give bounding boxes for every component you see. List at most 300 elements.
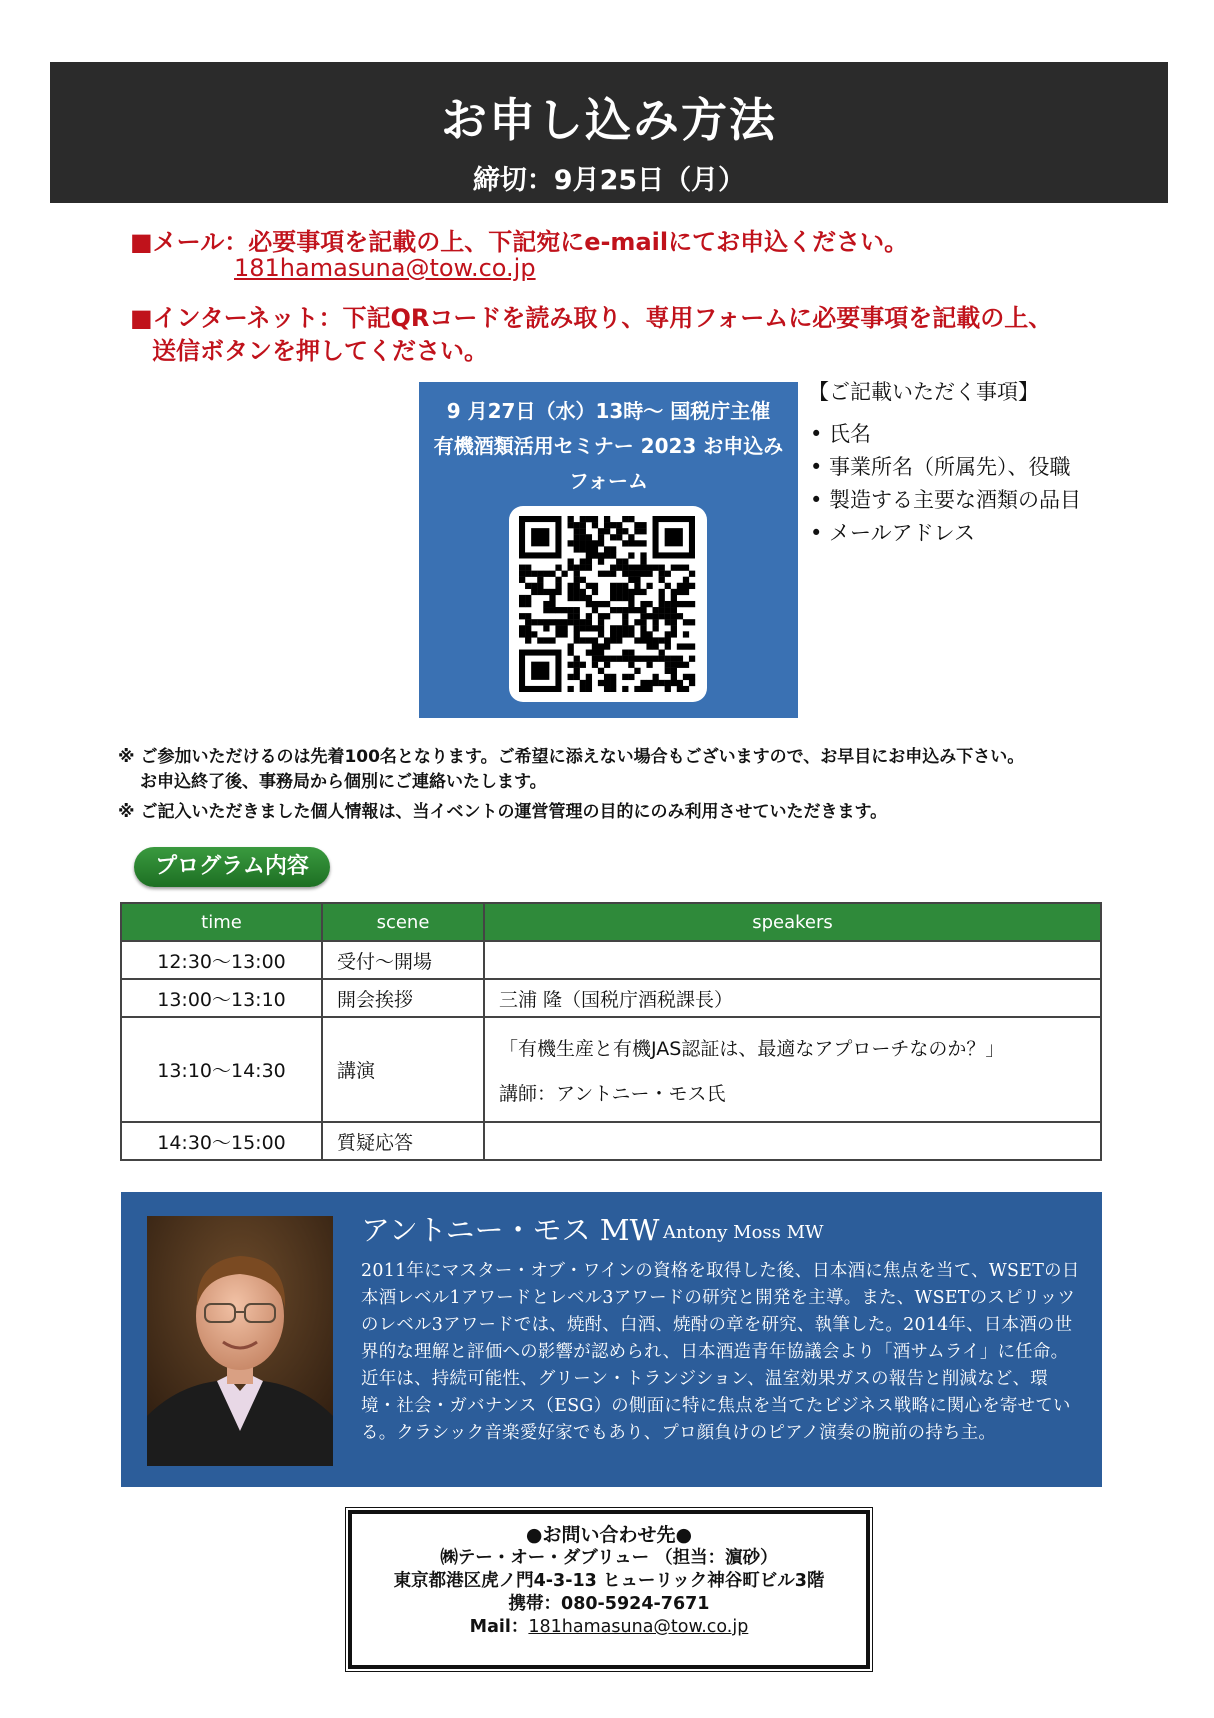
qr-code-icon bbox=[519, 516, 697, 692]
qr-module bbox=[659, 577, 665, 583]
qr-module bbox=[574, 613, 580, 619]
qr-module bbox=[610, 552, 616, 558]
qr-module bbox=[683, 674, 689, 680]
qr-module bbox=[519, 625, 525, 631]
qr-module bbox=[586, 601, 592, 607]
qr-module bbox=[549, 595, 555, 601]
qr-module bbox=[586, 558, 592, 564]
qr-module bbox=[568, 613, 574, 619]
qr-module bbox=[616, 528, 622, 534]
qr-module bbox=[568, 558, 574, 564]
qr-module bbox=[689, 601, 695, 607]
qr-module bbox=[586, 595, 592, 601]
contact-box bbox=[348, 1510, 870, 1669]
qr-module bbox=[628, 650, 634, 656]
qr-card-line3: フォーム bbox=[569, 469, 648, 493]
qr-module bbox=[665, 668, 671, 674]
qr-module bbox=[519, 613, 525, 619]
required-items-heading: 【ご記載いただく事項】 bbox=[808, 380, 1039, 404]
qr-module bbox=[622, 516, 628, 522]
qr-module bbox=[604, 613, 610, 619]
qr-module bbox=[628, 595, 634, 601]
qr-module bbox=[574, 595, 580, 601]
qr-module bbox=[634, 637, 640, 643]
qr-module bbox=[653, 656, 659, 662]
qr-finder bbox=[531, 528, 549, 546]
qr-module bbox=[592, 656, 598, 662]
qr-module bbox=[622, 619, 628, 625]
qr-module bbox=[549, 637, 555, 643]
table-header-row bbox=[121, 903, 1101, 941]
email-method-text: ■メール：必要事項を記載の上、下記宛にe-mailにてお申込ください。 bbox=[130, 228, 909, 256]
qr-module bbox=[537, 577, 543, 583]
cell-scene: 質疑応答 bbox=[322, 1122, 484, 1160]
qr-code[interactable] bbox=[509, 506, 707, 702]
qr-module bbox=[689, 619, 695, 625]
qr-module bbox=[574, 589, 580, 595]
qr-module bbox=[628, 571, 634, 577]
qr-module bbox=[646, 583, 652, 589]
qr-module bbox=[543, 589, 549, 595]
qr-module bbox=[671, 589, 677, 595]
qr-module bbox=[616, 625, 622, 631]
qr-finder bbox=[665, 528, 683, 546]
cell-scene: 開会挨拶 bbox=[322, 979, 484, 1017]
qr-module bbox=[519, 565, 525, 571]
qr-module bbox=[653, 565, 659, 571]
qr-module bbox=[653, 625, 659, 631]
qr-module bbox=[671, 625, 677, 631]
qr-module bbox=[610, 607, 616, 613]
qr-module bbox=[543, 637, 549, 643]
program-table bbox=[120, 902, 1102, 1161]
qr-module bbox=[555, 577, 561, 583]
qr-module bbox=[598, 668, 604, 674]
qr-module bbox=[568, 540, 574, 546]
qr-module bbox=[646, 601, 652, 607]
qr-module bbox=[665, 643, 671, 649]
qr-module bbox=[677, 662, 683, 668]
qr-module bbox=[640, 686, 646, 692]
qr-form-card[interactable] bbox=[419, 382, 798, 718]
qr-module bbox=[689, 680, 695, 686]
qr-module bbox=[598, 619, 604, 625]
qr-module bbox=[665, 619, 671, 625]
qr-module bbox=[568, 607, 574, 613]
qr-module bbox=[586, 613, 592, 619]
qr-module bbox=[683, 583, 689, 589]
qr-module bbox=[659, 680, 665, 686]
qr-module bbox=[537, 583, 543, 589]
qr-module bbox=[622, 571, 628, 577]
qr-module bbox=[574, 674, 580, 680]
qr-module bbox=[555, 631, 561, 637]
qr-module bbox=[640, 589, 646, 595]
lecturer-name: 講師：アントニー・モス氏 bbox=[499, 1082, 726, 1105]
qr-module bbox=[665, 631, 671, 637]
cell-speaker bbox=[484, 941, 1101, 979]
qr-module bbox=[568, 643, 574, 649]
qr-module bbox=[598, 558, 604, 564]
qr-module bbox=[610, 674, 616, 680]
qr-module bbox=[568, 522, 574, 528]
qr-module bbox=[665, 601, 671, 607]
cell-time: 13:00〜13:10 bbox=[121, 979, 322, 1017]
qr-module bbox=[592, 643, 598, 649]
qr-module bbox=[640, 571, 646, 577]
contact-title: ●お問い合わせ先● bbox=[525, 1524, 693, 1546]
qr-module bbox=[640, 680, 646, 686]
qr-module bbox=[659, 565, 665, 571]
qr-module bbox=[610, 637, 616, 643]
qr-module bbox=[604, 637, 610, 643]
qr-module bbox=[574, 631, 580, 637]
qr-module bbox=[610, 680, 616, 686]
qr-module bbox=[586, 546, 592, 552]
list-item: • 事業所名（所属先）、役職 bbox=[810, 455, 1071, 479]
qr-module bbox=[586, 565, 592, 571]
qr-module bbox=[525, 631, 531, 637]
qr-module bbox=[561, 607, 567, 613]
qr-module bbox=[683, 686, 689, 692]
cell-speaker bbox=[484, 1017, 1101, 1122]
qr-card-title bbox=[419, 394, 798, 499]
qr-module bbox=[598, 601, 604, 607]
qr-module bbox=[519, 577, 525, 583]
qr-module bbox=[671, 680, 677, 686]
qr-module bbox=[610, 686, 616, 692]
qr-module bbox=[574, 540, 580, 546]
qr-module bbox=[622, 650, 628, 656]
qr-module bbox=[634, 522, 640, 528]
qr-module bbox=[634, 528, 640, 534]
qr-module bbox=[580, 662, 586, 668]
qr-module bbox=[592, 625, 598, 631]
qr-module bbox=[592, 583, 598, 589]
qr-module bbox=[634, 577, 640, 583]
qr-module bbox=[622, 565, 628, 571]
qr-module bbox=[622, 589, 628, 595]
qr-module bbox=[549, 619, 555, 625]
qr-module bbox=[568, 565, 574, 571]
qr-module bbox=[537, 571, 543, 577]
qr-module bbox=[568, 619, 574, 625]
qr-module bbox=[640, 607, 646, 613]
qr-module bbox=[580, 546, 586, 552]
qr-module bbox=[628, 656, 634, 662]
qr-module bbox=[628, 601, 634, 607]
qr-module bbox=[634, 686, 640, 692]
qr-module bbox=[604, 516, 610, 522]
qr-module bbox=[616, 595, 622, 601]
qr-module bbox=[683, 577, 689, 583]
qr-module bbox=[671, 631, 677, 637]
qr-module bbox=[580, 534, 586, 540]
qr-module bbox=[640, 540, 646, 546]
qr-module bbox=[580, 528, 586, 534]
contact-mail-link[interactable]: 181hamasuna@tow.co.jp bbox=[528, 1617, 749, 1637]
cell-time: 13:10〜14:30 bbox=[121, 1017, 322, 1122]
col-header-scene: scene bbox=[322, 903, 484, 941]
deadline-text: 締切：9月25日（月） bbox=[472, 165, 746, 196]
qr-module bbox=[604, 528, 610, 534]
qr-module bbox=[646, 656, 652, 662]
qr-module bbox=[555, 565, 561, 571]
qr-module bbox=[616, 656, 622, 662]
qr-module bbox=[659, 637, 665, 643]
contact-phone: 携帯：080-5924-7671 bbox=[508, 1594, 710, 1614]
qr-module bbox=[622, 613, 628, 619]
qr-module bbox=[665, 637, 671, 643]
qr-module bbox=[574, 546, 580, 552]
qr-module bbox=[671, 656, 677, 662]
qr-module bbox=[622, 595, 628, 601]
qr-module bbox=[653, 619, 659, 625]
qr-module bbox=[640, 656, 646, 662]
qr-module bbox=[689, 656, 695, 662]
qr-module bbox=[671, 595, 677, 601]
qr-module bbox=[531, 619, 537, 625]
qr-module bbox=[610, 595, 616, 601]
speaker-bio: 2011年にマスター・オブ・ワインの資格を取得した後、日本酒に焦点を当て、WSETの日本酒レベル1アワードとレベル3アワードの研究と開発を主導。また、WSETのスピリッツのレベル3アワードでは、焼酎、白酒、焼酎の章を研究、執筆した。2014年、日本酒の世界的な理解と評価への影響が認められ、日本酒造青年協議会より「酒サムライ」に任命。近年は、持続可能性、グリーン・トランジション、温室効果ガスの報告と削減など、環境・社会・ガバナンス（ESG）の側面に特に焦点を当てたビジネス戦略に関心を寄せている。クラシック音楽愛好家でもあり、プロ顔負けのピアノ演奏の腕前の持ち主。 bbox=[361, 1261, 1080, 1443]
qr-module bbox=[586, 674, 592, 680]
qr-module bbox=[580, 540, 586, 546]
qr-finder bbox=[531, 662, 549, 680]
qr-module bbox=[537, 637, 543, 643]
qr-module bbox=[561, 631, 567, 637]
internet-method-text: ■インターネット：下記QRコードを読み取り、専用フォームに必要事項を記載の上、 bbox=[130, 304, 1053, 332]
qr-module bbox=[646, 637, 652, 643]
qr-module bbox=[640, 565, 646, 571]
qr-module bbox=[622, 540, 628, 546]
qr-module bbox=[531, 571, 537, 577]
qr-module bbox=[677, 583, 683, 589]
qr-module bbox=[574, 577, 580, 583]
qr-module bbox=[549, 601, 555, 607]
qr-module bbox=[604, 601, 610, 607]
qr-module bbox=[653, 637, 659, 643]
qr-module bbox=[580, 680, 586, 686]
qr-module bbox=[677, 656, 683, 662]
qr-module bbox=[628, 631, 634, 637]
qr-module bbox=[519, 601, 525, 607]
qr-module bbox=[689, 643, 695, 649]
qr-module bbox=[659, 650, 665, 656]
qr-module bbox=[683, 631, 689, 637]
qr-module bbox=[568, 650, 574, 656]
table-row bbox=[121, 941, 1101, 979]
col-header-time: time bbox=[121, 903, 322, 941]
qr-module bbox=[592, 516, 598, 522]
qr-module bbox=[640, 522, 646, 528]
qr-module bbox=[574, 522, 580, 528]
note-capacity: ※ ご参加いただけるのは先着100名となります。ご希望に添えない場合もございますので、お早目にお申込み下さい。 bbox=[118, 747, 1025, 767]
qr-module bbox=[634, 656, 640, 662]
qr-module bbox=[634, 571, 640, 577]
qr-module bbox=[592, 522, 598, 528]
qr-module bbox=[519, 595, 525, 601]
qr-module bbox=[610, 656, 616, 662]
qr-module bbox=[640, 601, 646, 607]
qr-module bbox=[628, 565, 634, 571]
qr-module bbox=[598, 680, 604, 686]
qr-module bbox=[646, 680, 652, 686]
qr-module bbox=[531, 631, 537, 637]
qr-module bbox=[634, 540, 640, 546]
qr-module bbox=[665, 571, 671, 577]
qr-module bbox=[628, 540, 634, 546]
qr-module bbox=[568, 686, 574, 692]
qr-module bbox=[598, 613, 604, 619]
qr-module bbox=[665, 583, 671, 589]
qr-module bbox=[653, 613, 659, 619]
qr-module bbox=[622, 674, 628, 680]
qr-module bbox=[568, 595, 574, 601]
qr-module bbox=[568, 674, 574, 680]
qr-module bbox=[586, 583, 592, 589]
qr-module bbox=[671, 674, 677, 680]
cell-scene: 講演 bbox=[322, 1017, 484, 1122]
qr-module bbox=[616, 522, 622, 528]
qr-module bbox=[580, 595, 586, 601]
qr-module bbox=[580, 589, 586, 595]
qr-module bbox=[683, 565, 689, 571]
qr-module bbox=[640, 637, 646, 643]
qr-module bbox=[610, 583, 616, 589]
qr-module bbox=[671, 619, 677, 625]
qr-module bbox=[646, 613, 652, 619]
qr-module bbox=[671, 662, 677, 668]
email-address-link[interactable]: 181hamasuna@tow.co.jp bbox=[234, 254, 536, 282]
qr-module bbox=[659, 595, 665, 601]
qr-module bbox=[665, 686, 671, 692]
qr-module bbox=[628, 552, 634, 558]
qr-module bbox=[665, 662, 671, 668]
qr-module bbox=[616, 637, 622, 643]
speaker-photo bbox=[147, 1216, 333, 1466]
qr-module bbox=[604, 522, 610, 528]
qr-module bbox=[561, 625, 567, 631]
qr-module bbox=[671, 565, 677, 571]
qr-module bbox=[568, 583, 574, 589]
qr-module bbox=[622, 583, 628, 589]
qr-module bbox=[568, 589, 574, 595]
qr-module bbox=[671, 613, 677, 619]
qr-module bbox=[604, 686, 610, 692]
qr-module bbox=[677, 589, 683, 595]
qr-module bbox=[634, 619, 640, 625]
qr-module bbox=[646, 565, 652, 571]
qr-module bbox=[683, 662, 689, 668]
qr-module bbox=[653, 680, 659, 686]
qr-module bbox=[653, 607, 659, 613]
qr-module bbox=[659, 656, 665, 662]
cell-scene: 受付〜開場 bbox=[322, 941, 484, 979]
qr-module bbox=[604, 643, 610, 649]
qr-module bbox=[586, 625, 592, 631]
qr-module bbox=[616, 607, 622, 613]
cell-speaker bbox=[484, 1122, 1101, 1160]
qr-module bbox=[580, 686, 586, 692]
qr-module bbox=[549, 607, 555, 613]
qr-module bbox=[580, 522, 586, 528]
qr-module bbox=[574, 668, 580, 674]
qr-module bbox=[574, 619, 580, 625]
qr-module bbox=[598, 534, 604, 540]
qr-module bbox=[586, 540, 592, 546]
qr-module bbox=[604, 674, 610, 680]
qr-module bbox=[665, 680, 671, 686]
qr-module bbox=[580, 637, 586, 643]
qr-module bbox=[598, 552, 604, 558]
qr-module bbox=[677, 680, 683, 686]
qr-module bbox=[574, 583, 580, 589]
qr-module bbox=[640, 558, 646, 564]
qr-module bbox=[604, 546, 610, 552]
qr-module bbox=[628, 674, 634, 680]
qr-module bbox=[543, 607, 549, 613]
qr-module bbox=[592, 650, 598, 656]
qr-module bbox=[525, 619, 531, 625]
qr-module bbox=[543, 625, 549, 631]
qr-module bbox=[586, 680, 592, 686]
qr-module bbox=[604, 680, 610, 686]
qr-module bbox=[598, 650, 604, 656]
qr-module bbox=[555, 607, 561, 613]
qr-module bbox=[592, 589, 598, 595]
header-banner bbox=[50, 62, 1168, 203]
table-row bbox=[121, 979, 1101, 1017]
qr-module bbox=[610, 522, 616, 528]
qr-module bbox=[592, 662, 598, 668]
qr-module bbox=[677, 601, 683, 607]
qr-module bbox=[616, 558, 622, 564]
qr-module bbox=[555, 589, 561, 595]
page-title: お申し込み方法 bbox=[441, 93, 777, 147]
lecture-title: 「有機生産と有機JAS認証は、最適なアプローチなのか？」 bbox=[499, 1037, 1005, 1060]
qr-module bbox=[640, 631, 646, 637]
qr-module bbox=[683, 619, 689, 625]
qr-module bbox=[671, 607, 677, 613]
qr-module bbox=[592, 540, 598, 546]
program-heading-pill: プログラム内容 bbox=[134, 847, 330, 887]
qr-module bbox=[537, 589, 543, 595]
qr-module bbox=[549, 589, 555, 595]
qr-module bbox=[659, 589, 665, 595]
list-item: • 氏名 bbox=[810, 422, 872, 446]
qr-module bbox=[525, 595, 531, 601]
qr-module bbox=[574, 656, 580, 662]
qr-module bbox=[586, 516, 592, 522]
qr-module bbox=[634, 668, 640, 674]
qr-module bbox=[689, 583, 695, 589]
cell-time: 14:30〜15:00 bbox=[121, 1122, 322, 1160]
qr-module bbox=[628, 534, 634, 540]
qr-module bbox=[574, 534, 580, 540]
qr-module bbox=[586, 650, 592, 656]
speaker-profile-panel bbox=[121, 1192, 1102, 1487]
qr-module bbox=[677, 565, 683, 571]
qr-module bbox=[677, 613, 683, 619]
qr-module bbox=[677, 686, 683, 692]
qr-module bbox=[580, 619, 586, 625]
qr-module bbox=[622, 607, 628, 613]
qr-module bbox=[580, 558, 586, 564]
qr-module bbox=[574, 637, 580, 643]
qr-module bbox=[665, 607, 671, 613]
qr-module bbox=[592, 607, 598, 613]
qr-module bbox=[519, 571, 525, 577]
